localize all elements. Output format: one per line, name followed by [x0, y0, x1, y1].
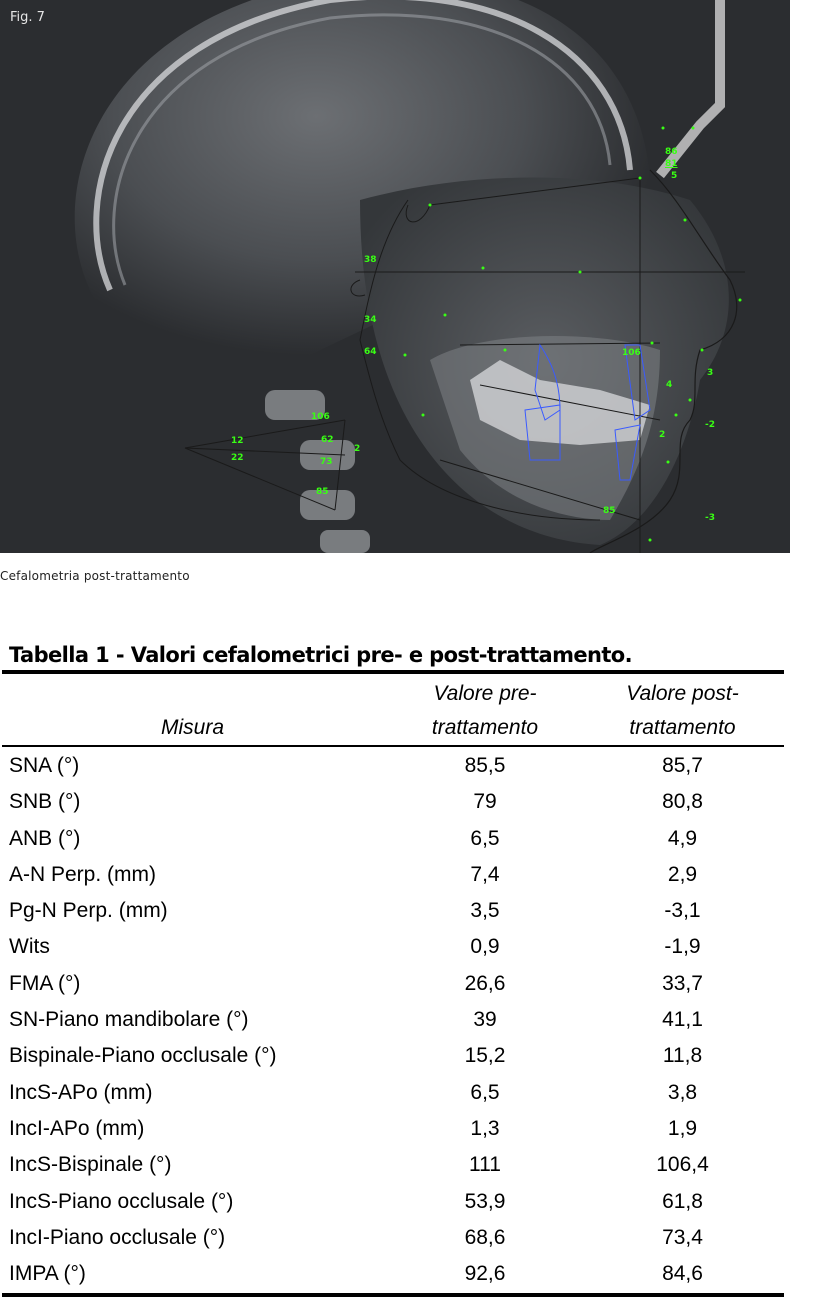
pre-value: 79: [473, 790, 497, 814]
table-body: [0, 750, 784, 1294]
table-bottom-rule: [2, 1293, 784, 1297]
pre-value: 68,6: [464, 1225, 506, 1249]
table-row: [0, 1113, 784, 1149]
post-value: 73,4: [662, 1225, 703, 1249]
post-value: -1,9: [664, 935, 701, 959]
post-value: 2,9: [667, 862, 698, 886]
annotation-value: 4: [666, 380, 673, 390]
measure-name: Pg-N Perp. (mm): [9, 899, 168, 923]
measure-name: A-N Perp. (mm): [9, 862, 156, 886]
annotation-value: 85: [603, 506, 616, 516]
post-value: 4,9: [667, 826, 698, 850]
measure-name: Wits: [9, 935, 50, 959]
pre-value: 3,5: [470, 899, 500, 923]
post-value: 61,8: [662, 1189, 703, 1213]
measure-name: SNA (°): [9, 754, 80, 777]
header-pre-line2: trattamento: [431, 716, 539, 739]
measure-name: Bispinale-Piano occlusale (°): [9, 1044, 277, 1068]
pre-value: 92,6: [464, 1262, 506, 1286]
pre-value: 53,9: [464, 1189, 506, 1213]
post-value: 3,8: [667, 1080, 698, 1104]
post-value: 41,1: [662, 1008, 703, 1032]
pre-value: 39: [473, 1008, 497, 1032]
pre-value: 85,5: [464, 754, 506, 777]
post-value: 106,4: [656, 1153, 709, 1177]
header-pre-line1: Valore pre-: [433, 682, 537, 705]
pre-value: 26,6: [464, 971, 506, 995]
annotation-value: 3: [707, 368, 714, 378]
table-row: [0, 1149, 784, 1185]
pre-value: 1,3: [470, 1116, 500, 1140]
measure-name: IncI-Piano occlusale (°): [9, 1225, 226, 1249]
cephalometric-xray-figure: [0, 0, 790, 553]
header-pre-treatment: [400, 677, 570, 745]
header-post-line2: trattamento: [629, 716, 736, 739]
post-value: 84,6: [662, 1262, 703, 1286]
table-row: [0, 1222, 784, 1258]
pre-value: 111: [469, 1153, 501, 1177]
annotation-value: 38: [364, 255, 377, 265]
measure-name: IMPA (°): [9, 1262, 86, 1286]
table-header: [0, 675, 784, 745]
measure-name: ANB (°): [9, 826, 81, 850]
table-row: [0, 1077, 784, 1113]
measure-name: IncS-Bispinale (°): [9, 1153, 172, 1177]
table-row: [0, 859, 784, 895]
post-value: 33,7: [662, 971, 703, 995]
header-measure: Misura: [160, 716, 224, 739]
measure-name: SNB (°): [9, 790, 81, 814]
post-value: 1,9: [667, 1116, 698, 1140]
xray-image: [0, 0, 790, 553]
pre-value: 6,5: [470, 1080, 500, 1104]
post-value: 80,8: [662, 790, 703, 814]
annotation-value: 86: [665, 147, 678, 157]
pre-value: 15,2: [464, 1044, 506, 1068]
figure-caption: Cefalometria post-trattamento: [0, 569, 190, 583]
annotation-value: -2: [705, 420, 715, 430]
table-title: Tabella 1 - Valori cefalometrici pre- e post-trattamento.: [9, 643, 633, 667]
annotation-value: 106: [311, 412, 330, 422]
annotation-value: 22: [231, 453, 244, 463]
table-row: [0, 823, 784, 859]
measure-name: IncI-APo (mm): [9, 1116, 145, 1140]
measure-name: SN-Piano mandibolare (°): [9, 1008, 249, 1032]
annotation-value: 5: [671, 171, 678, 181]
annotation-value: 73: [320, 457, 333, 467]
post-value: 11,8: [662, 1044, 703, 1068]
header-post-line1: Valore post-: [626, 682, 739, 705]
table-top-rule: [2, 670, 784, 674]
table-row: [0, 895, 784, 931]
annotation-value: 2: [354, 444, 361, 454]
table-row: [0, 750, 784, 786]
table-header-rule: [2, 745, 784, 747]
annotation-value: 62: [321, 435, 334, 445]
measure-name: FMA (°): [9, 971, 81, 995]
pre-value: 7,4: [470, 862, 500, 886]
measure-name: IncS-APo (mm): [9, 1080, 153, 1104]
table-row: [0, 1040, 784, 1076]
header-post-treatment: [600, 677, 765, 745]
annotation-value: 106: [622, 348, 641, 358]
annotation-value: 85: [316, 487, 329, 497]
pre-value: 0,9: [470, 935, 500, 959]
table-row: [0, 968, 784, 1004]
post-value: 85,7: [662, 754, 703, 777]
annotation-value: 2: [659, 430, 666, 440]
post-value: -3,1: [664, 899, 701, 923]
table-row: [0, 1186, 784, 1222]
table-row: [0, 786, 784, 822]
annotation-value: 64: [364, 347, 377, 357]
table-row: [0, 931, 784, 967]
annotation-value: 34: [364, 315, 377, 325]
table-row: [0, 1004, 784, 1040]
pre-value: 6,5: [470, 826, 500, 850]
figure-label: Fig. 7: [10, 10, 45, 25]
annotation-value: -3: [705, 513, 715, 523]
table-row: [0, 1258, 784, 1294]
annotation-value: 81: [665, 159, 678, 169]
annotation-value: 12: [231, 436, 244, 446]
measure-name: IncS-Piano occlusale (°): [9, 1189, 234, 1213]
